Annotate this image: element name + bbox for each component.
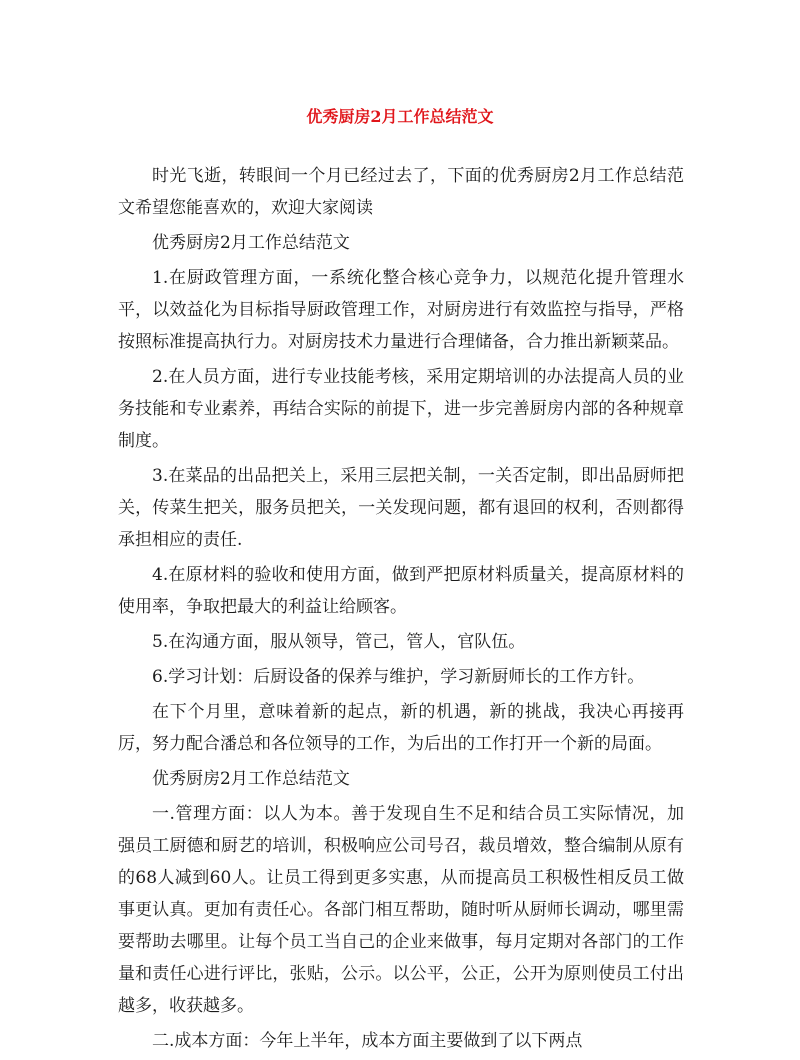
paragraph-item-5: 5.在沟通方面，服从领导，管己，管人，官队伍。: [152, 632, 526, 652]
paragraph-cost: 二.成本方面：今年上半年，成本方面主要做到了以下两点: [152, 1031, 583, 1051]
paragraph-item-3: 3.在菜品的出品把关上，采用三层把关制，一关否定制，即出品厨师把关，传菜生把关，服务员把关，一关发现问题，都有退回的权利，否则都得承担相应的责任.: [118, 466, 684, 550]
paragraph-item-6: 6.学习计划：后厨设备的保养与维护，学习新厨师长的工作方针。: [152, 667, 645, 687]
paragraph-item-4: 4.在原材料的验收和使用方面，做到严把原材料质量关，提高原材料的使用率，争取把最大的利益让给顾客。: [118, 565, 684, 617]
paragraph-subtitle-1: 优秀厨房2月工作总结范文: [152, 233, 350, 253]
paragraph-management: 一.管理方面：以人为本。善于发现自生不足和结合员工实际情况，加强员工厨德和厨艺的培训，积极响应公司号召，裁员增效，整合编制从原有的68人减到60人。让员工得到更多实惠，从而提高员工积极性相反员工做事更认真。更加有责任心。各部门相互帮助，随时听从厨师长调动，哪里需要帮助去哪里。让每个员工当自己的企业来做事，每月定期对各部门的工作量和责任心进行评比，张贴，公示。以公平，公正，公开为原则使员工付出越多，收获越多。: [118, 804, 684, 1016]
paragraph-intro: 时光飞逝，转眼间一个月已经过去了，下面的优秀厨房2月工作总结范文希望您能喜欢的，欢迎大家阅读: [118, 166, 684, 218]
paragraph-subtitle-2: 优秀厨房2月工作总结范文: [152, 769, 350, 789]
paragraph-item-1: 1.在厨政管理方面，一系统化整合核心竞争力，以规范化提升管理水平，以效益化为目标指导厨政管理工作，对厨房进行有效监控与指导，严格按照标准提高执行力。对厨房技术力量进行合理储备，合力推出新颖菜品。: [118, 268, 684, 352]
paragraph-item-2: 2.在人员方面，进行专业技能考核，采用定期培训的办法提高人员的业务技能和专业素养，再结合实际的前提下，进一步完善厨房内部的各种规章制度。: [118, 367, 684, 451]
document-body: [118, 160, 684, 1060]
paragraph-next-month: 在下个月里，意味着新的起点，新的机遇，新的挑战，我决心再接再厉，努力配合潘总和各位领导的工作，为后出的工作打开一个新的局面。: [118, 702, 684, 754]
document-title: 优秀厨房2月工作总结范文: [306, 107, 494, 126]
